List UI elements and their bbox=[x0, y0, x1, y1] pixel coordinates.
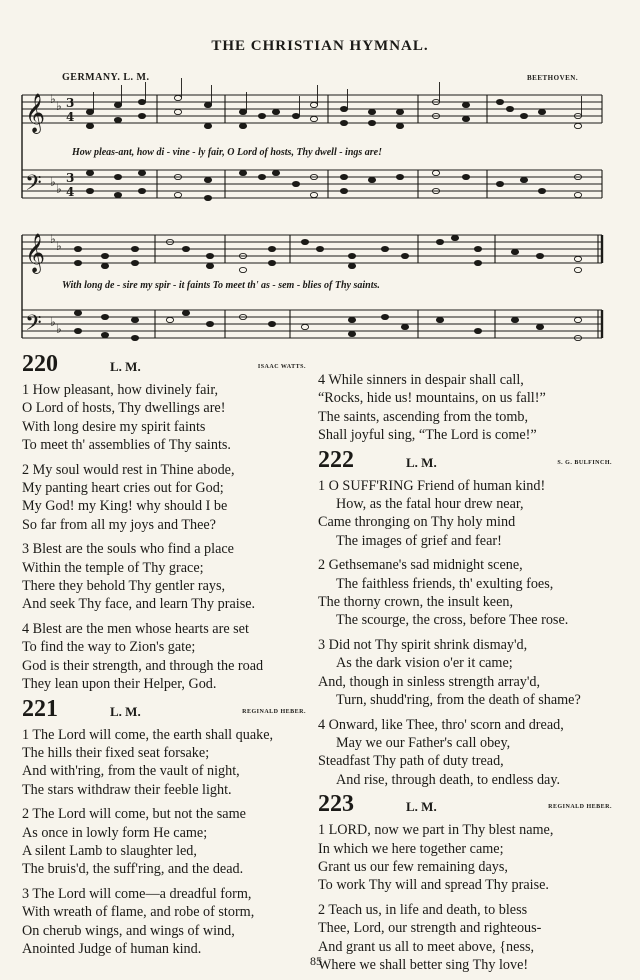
hymn-223-stanza-2 bbox=[318, 901, 618, 975]
verse-line: 3 Blest are the souls who find a place bbox=[22, 541, 234, 558]
hymn-223-header bbox=[318, 791, 618, 819]
verse-line: A silent Lamb to slaughter led, bbox=[22, 842, 197, 859]
hymn-meter: L. M. bbox=[406, 454, 437, 470]
verse-line: 2 Teach us, in life and death, to bless bbox=[318, 901, 528, 918]
verse-line: The saints, ascending from the tomb, bbox=[318, 408, 529, 425]
verse-line: God is their strength, and through the road bbox=[22, 657, 264, 674]
svg-text:♭: ♭ bbox=[50, 315, 56, 329]
hymn-220-stanza-2 bbox=[22, 461, 312, 535]
svg-text:3: 3 bbox=[66, 96, 75, 110]
verse-line: 3 The Lord will come—a dreadful form, bbox=[22, 885, 252, 902]
page-title: THE CHRISTIAN HYMNAL. bbox=[211, 38, 429, 54]
verse-line: Came thronging on Thy holy mind bbox=[318, 514, 516, 531]
verse-line: There they behold Thy gentler rays, bbox=[22, 578, 226, 595]
svg-text:♭: ♭ bbox=[56, 322, 62, 336]
verse-line: With wreath of flame, and robe of storm, bbox=[22, 904, 255, 921]
verse-line: With long desire my spirit faints bbox=[22, 418, 206, 435]
verse-line: 1 O SUFF'RING Friend of human kind! bbox=[318, 477, 546, 494]
hymn-222-stanza-4 bbox=[318, 716, 618, 790]
hymn-author: REGINALD HEBER. bbox=[548, 804, 612, 811]
verse-line: Where we shall better sing Thy love! bbox=[318, 956, 529, 973]
treble-clef-icon: 𝄞 bbox=[25, 233, 46, 273]
verse-line: The stars withdraw their feeble light. bbox=[22, 781, 232, 798]
verse-line: 1 The Lord will come, the earth shall quake, bbox=[22, 726, 274, 743]
verse-line: To find the way to Zion's gate; bbox=[22, 639, 196, 656]
hymn-221-stanza-3 bbox=[22, 885, 312, 959]
verse-line: 1 How pleasant, how divinely fair, bbox=[22, 382, 219, 398]
left-column bbox=[22, 351, 312, 964]
verse-line: May we our Father's call obey, bbox=[336, 734, 511, 751]
music-lyrics-line-1: How pleas-ant, how di - vine - ly fair, O Lord of hosts, Thy dwell - ings are! bbox=[72, 147, 383, 158]
verse-line: Within the temple of Thy grace; bbox=[22, 559, 204, 576]
verse-line: To meet th' assemblies of Thy saints. bbox=[22, 437, 231, 454]
hymn-221-header bbox=[22, 695, 312, 724]
verse-line: “Rocks, hide us! mountains, on us fall!” bbox=[318, 390, 546, 407]
verse-line: 1 LORD, now we part in Thy blest name, bbox=[318, 822, 554, 839]
hymn-222-stanza-1 bbox=[318, 477, 618, 551]
verse-line: The images of grief and fear! bbox=[336, 532, 502, 549]
right-column bbox=[318, 371, 618, 980]
tune-name: GERMANY. L. M. bbox=[62, 72, 150, 83]
hymn-220-stanza-1 bbox=[22, 381, 312, 455]
hymn-number: 222 bbox=[318, 446, 354, 473]
verse-line: Steadfast Thy path of duty tread, bbox=[318, 753, 504, 770]
hymn-220-header bbox=[22, 351, 312, 379]
verse-line: Grant us our few remaining days, bbox=[318, 858, 508, 875]
hymn-221-stanza-2 bbox=[22, 805, 312, 879]
verse-line: And rise, through death, to endless day. bbox=[336, 771, 561, 788]
verse-line: My panting heart cries out for God; bbox=[22, 480, 224, 497]
page-number: 85 bbox=[310, 954, 322, 968]
music-score bbox=[0, 0, 640, 350]
music-lyrics-line-2: With long de - sire my spir - it faints To meet th' as - sem - blies of Thy saints. bbox=[62, 280, 380, 291]
hymn-222-stanza-3 bbox=[318, 636, 618, 710]
verse-line: The thorny crown, the insult keen, bbox=[318, 594, 514, 611]
svg-text:4: 4 bbox=[66, 185, 75, 199]
svg-text:♭: ♭ bbox=[50, 92, 56, 106]
verse-line: Turn, shudd'ring, from the death of shame? bbox=[336, 692, 581, 709]
hymn-222-stanza-2 bbox=[318, 556, 618, 630]
verse-line: O Lord of hosts, Thy dwellings are! bbox=[22, 400, 226, 417]
svg-text:3: 3 bbox=[66, 171, 75, 185]
composer-name: BEETHOVEN. bbox=[527, 74, 579, 82]
verse-line: In which we here together came; bbox=[318, 840, 504, 857]
hymn-221-stanza-4 bbox=[318, 371, 618, 445]
verse-line: So far from all my joys and Thee? bbox=[22, 516, 216, 533]
verse-line: 3 Did not Thy spirit shrink dismay'd, bbox=[318, 636, 528, 653]
bass-clef-icon: 𝄢 bbox=[25, 311, 42, 341]
hymn-number: 223 bbox=[318, 791, 354, 818]
verse-line: Anointed Judge of human kind. bbox=[22, 940, 202, 957]
verse-line: As the dark vision o'er it came; bbox=[336, 655, 513, 672]
verse-line: The hills their fixed seat forsake; bbox=[22, 744, 210, 761]
hymn-223-stanza-1 bbox=[318, 821, 618, 895]
hymn-author: ISAAC WATTS. bbox=[257, 364, 306, 370]
hymn-220-stanza-3 bbox=[22, 540, 312, 614]
hymn-meter: L. M. bbox=[406, 799, 437, 815]
hymn-220-stanza-4 bbox=[22, 620, 312, 694]
verse-line: The scourge, the cross, before Thee rose. bbox=[336, 612, 569, 629]
verse-line: The faithless friends, th' exulting foes, bbox=[336, 575, 554, 592]
svg-text:♭: ♭ bbox=[56, 99, 62, 113]
verse-line: 4 Onward, like Thee, thro' scorn and dread, bbox=[318, 716, 564, 733]
verse-line: My God! my King! why should I be bbox=[22, 498, 228, 515]
hymn-221-stanza-1 bbox=[22, 726, 312, 800]
verse-line: They lean upon their Helper, God. bbox=[22, 676, 217, 693]
svg-text:♭: ♭ bbox=[56, 239, 62, 253]
verse-line: How, as the fatal hour drew near, bbox=[336, 496, 524, 513]
staff-system2-bass bbox=[22, 310, 602, 338]
verse-line: And grant us all to meet above, {ness, bbox=[318, 938, 535, 955]
verse-line: And seek Thy face, and learn Thy praise. bbox=[22, 596, 256, 613]
staff-system1-treble bbox=[22, 95, 602, 123]
verse-line: 4 Blest are the men whose hearts are set bbox=[22, 620, 249, 637]
verse-line: 2 Gethsemane's sad midnight scene, bbox=[318, 557, 523, 574]
hymn-222-header bbox=[318, 446, 618, 475]
svg-text:♭: ♭ bbox=[56, 182, 62, 196]
hymn-author: S. G. BULFINCH. bbox=[557, 459, 612, 466]
svg-text:♭: ♭ bbox=[50, 175, 56, 189]
hymn-meter: L. M. bbox=[110, 359, 141, 374]
verse-line: Thee, Lord, our strength and righteous- bbox=[318, 920, 542, 937]
svg-text:4: 4 bbox=[66, 110, 75, 124]
verse-line: And, though in sinless strength array'd, bbox=[318, 673, 541, 690]
verse-line: Shall joyful sing, “The Lord is come!” bbox=[318, 427, 537, 444]
notes-system1 bbox=[86, 78, 581, 201]
verse-line: 2 My soul would rest in Thine abode, bbox=[22, 461, 235, 478]
verse-line: 4 While sinners in despair shall call, bbox=[318, 372, 524, 388]
verse-line: 2 The Lord will come, but not the same bbox=[22, 806, 246, 823]
verse-line: As once in lowly form He came; bbox=[22, 824, 208, 841]
verse-line: The bruis'd, the suff'ring, and the dead. bbox=[22, 861, 244, 878]
bass-clef-icon: 𝄢 bbox=[25, 171, 42, 201]
hymn-number: 221 bbox=[22, 695, 58, 722]
staff-system1-bass bbox=[22, 170, 602, 198]
verse-line: To work Thy will and spread Thy praise. bbox=[318, 877, 549, 894]
hymn-author: REGINALD HEBER. bbox=[242, 708, 306, 715]
verse-line: On cherub wings, and wings of wind, bbox=[22, 922, 235, 939]
verse-line: And with'ring, from the vault of night, bbox=[22, 763, 240, 780]
hymn-meter: L. M. bbox=[110, 703, 141, 719]
treble-clef-icon: 𝄞 bbox=[25, 93, 46, 133]
hymn-number: 220 bbox=[22, 351, 58, 377]
svg-text:♭: ♭ bbox=[50, 232, 56, 246]
